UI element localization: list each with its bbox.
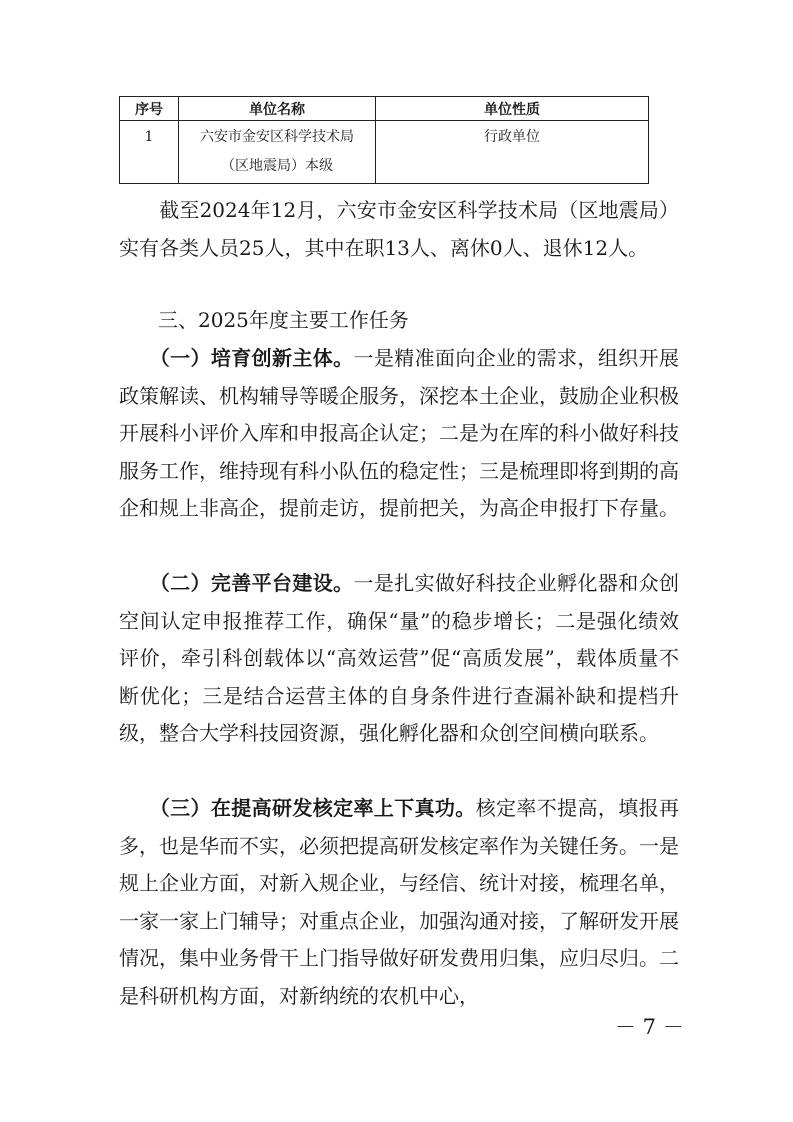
table-header-row [120, 97, 649, 121]
page-number: － 7 － [615, 1015, 684, 1039]
task-paragraph-3 [119, 790, 679, 1016]
unit-table [119, 96, 649, 184]
unit-name-line1: 六安市金安区科学技术局 [200, 129, 354, 145]
task-lead-1: （一）培育创新主体。 [159, 346, 354, 370]
section-heading: 三、2025年度主要工作任务 [158, 308, 409, 332]
cell-unit-nature [376, 121, 649, 184]
table-row [120, 121, 649, 184]
unit-nature: 行政单位 [484, 129, 540, 145]
task-paragraph-1 [119, 340, 679, 528]
col-header-unit-nature: 单位性质 [376, 97, 649, 121]
task-body-2: 一是扎实做好科技企业孵化器和众创空间认定申报推荐工作，确保“量”的稳步增长；二是强化绩效评价，牵引科创载体以“高效运营”促“高质发展”，载体质量不断优化；三是结合运营主体的自身条件进行查漏补缺和提档升级，整合大学科技园资源，强化孵化器和众创空间横向联系。 [119, 571, 680, 746]
col-header-unit-name: 单位名称 [179, 97, 376, 121]
cell-unit-name [179, 121, 376, 184]
task-body-3: 核定率不提高，填报再多，也是华而不实，必须把提高研发核定率作为关键任务。一是规上企业方面，对新入规企业，与经信、统计对接，梳理名单，一家一家上门辅导；对重点企业，加强沟通对接，了解研发开展情况，集中业务骨干上门指导做好研发费用归集，应归尽归。二是科研机构方面，对新纳统的农机中心， [119, 796, 680, 1008]
col-header-no: 序号 [120, 97, 179, 121]
task-lead-2: （二）完善平台建设。 [159, 571, 354, 595]
staff-paragraph: 截至2024年12月，六安市金安区科学技术局（区地震局）实有各类人员25人，其中在职13人、离休0人、退休12人。 [119, 198, 679, 260]
row-no: 1 [144, 129, 154, 145]
task-body-1: 一是精准面向企业的需求，组织开展政策解读、机构辅导等暖企服务，深挖本土企业，鼓励企业积极开展科小评价入库和申报高企认定；二是为在库的科小做好科技服务工作，维持现有科小队伍的稳定性；三是梳理即将到期的高企和规上非高企，提前走访，提前把关，为高企申报打下存量。 [119, 346, 680, 521]
task-paragraph-2 [119, 565, 679, 753]
unit-name-line2: （区地震局）本级 [221, 158, 333, 174]
cell-no [120, 121, 179, 184]
task-lead-3: （三）在提高研发核定率上下真功。 [159, 796, 476, 820]
